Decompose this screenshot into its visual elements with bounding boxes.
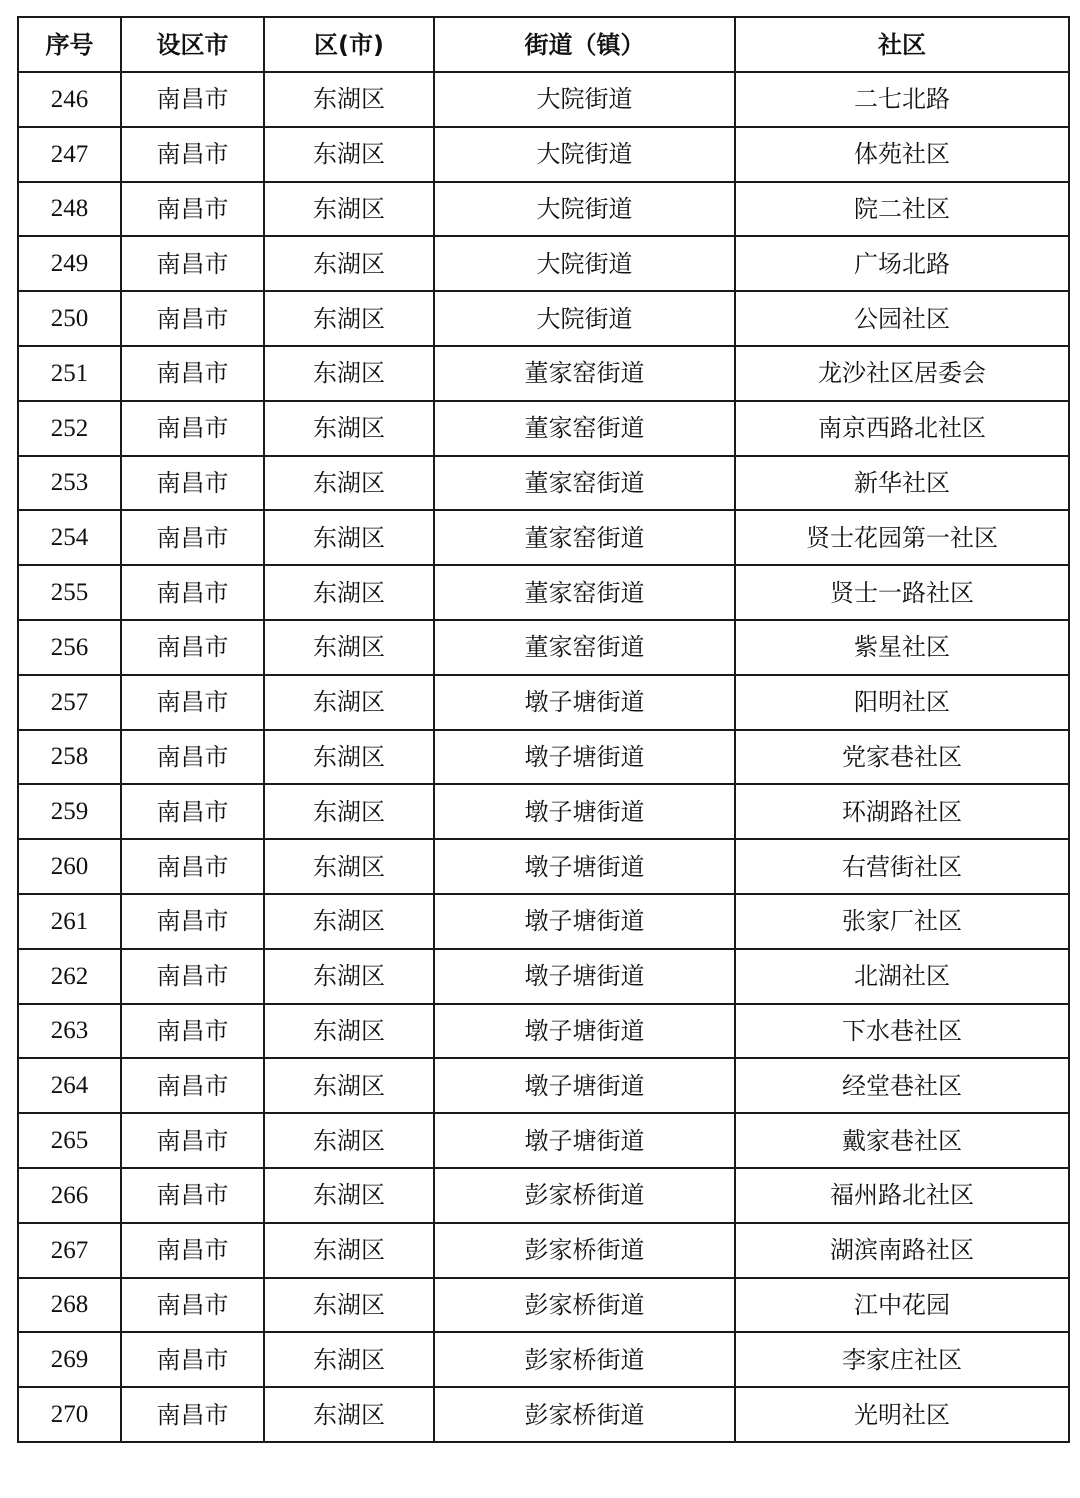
cell-street: 董家窑街道: [434, 620, 735, 675]
cell-city: 南昌市: [121, 346, 264, 401]
table-row: [18, 1223, 1069, 1278]
cell-city: 南昌市: [121, 565, 264, 620]
cell-serial-number: 251: [18, 346, 121, 401]
cell-district: 东湖区: [264, 291, 434, 346]
cell-serial-number: 264: [18, 1058, 121, 1113]
cell-district: 东湖区: [264, 1332, 434, 1387]
table-row: [18, 784, 1069, 839]
table-row: [18, 730, 1069, 785]
cell-street: 大院街道: [434, 127, 735, 182]
cell-district: 东湖区: [264, 839, 434, 894]
table-row: [18, 401, 1069, 456]
cell-community: 戴家巷社区: [735, 1113, 1069, 1168]
cell-community: 光明社区: [735, 1387, 1069, 1442]
cell-street: 墩子塘街道: [434, 784, 735, 839]
cell-serial-number: 253: [18, 456, 121, 511]
cell-community: 张家厂社区: [735, 894, 1069, 949]
cell-district: 东湖区: [264, 127, 434, 182]
cell-street: 墩子塘街道: [434, 949, 735, 1004]
cell-street: 彭家桥街道: [434, 1168, 735, 1223]
cell-serial-number: 259: [18, 784, 121, 839]
cell-district: 东湖区: [264, 894, 434, 949]
cell-serial-number: 262: [18, 949, 121, 1004]
cell-city: 南昌市: [121, 236, 264, 291]
table-row: [18, 565, 1069, 620]
cell-serial-number: 267: [18, 1223, 121, 1278]
cell-district: 东湖区: [264, 1223, 434, 1278]
cell-street: 墩子塘街道: [434, 839, 735, 894]
table-row: [18, 894, 1069, 949]
cell-district: 东湖区: [264, 236, 434, 291]
table-row: [18, 346, 1069, 401]
table-row: [18, 1168, 1069, 1223]
cell-community: 南京西路北社区: [735, 401, 1069, 456]
cell-street: 墩子塘街道: [434, 730, 735, 785]
cell-serial-number: 270: [18, 1387, 121, 1442]
cell-community: 右营街社区: [735, 839, 1069, 894]
cell-community: 阳明社区: [735, 675, 1069, 730]
cell-city: 南昌市: [121, 1332, 264, 1387]
cell-community: 二七北路: [735, 72, 1069, 127]
cell-street: 墩子塘街道: [434, 1058, 735, 1113]
table-row: [18, 1278, 1069, 1333]
cell-city: 南昌市: [121, 72, 264, 127]
cell-district: 东湖区: [264, 1058, 434, 1113]
cell-street: 墩子塘街道: [434, 894, 735, 949]
cell-city: 南昌市: [121, 894, 264, 949]
cell-street: 彭家桥街道: [434, 1278, 735, 1333]
header-row: [18, 17, 1069, 72]
cell-street: 董家窑街道: [434, 456, 735, 511]
cell-district: 东湖区: [264, 182, 434, 237]
cell-district: 东湖区: [264, 1004, 434, 1059]
cell-community: 贤士花园第一社区: [735, 510, 1069, 565]
cell-community: 李家庄社区: [735, 1332, 1069, 1387]
cell-district: 东湖区: [264, 1113, 434, 1168]
table-body: [18, 72, 1069, 1442]
cell-community: 院二社区: [735, 182, 1069, 237]
table-row: [18, 1332, 1069, 1387]
cell-city: 南昌市: [121, 949, 264, 1004]
cell-community: 下水巷社区: [735, 1004, 1069, 1059]
community-table: [17, 16, 1070, 1443]
cell-community: 经堂巷社区: [735, 1058, 1069, 1113]
cell-city: 南昌市: [121, 620, 264, 675]
cell-district: 东湖区: [264, 1387, 434, 1442]
cell-serial-number: 248: [18, 182, 121, 237]
cell-serial-number: 260: [18, 839, 121, 894]
table-row: [18, 510, 1069, 565]
cell-community: 新华社区: [735, 456, 1069, 511]
cell-community: 广场北路: [735, 236, 1069, 291]
cell-district: 东湖区: [264, 510, 434, 565]
cell-district: 东湖区: [264, 784, 434, 839]
cell-street: 彭家桥街道: [434, 1387, 735, 1442]
cell-district: 东湖区: [264, 456, 434, 511]
cell-city: 南昌市: [121, 291, 264, 346]
cell-city: 南昌市: [121, 127, 264, 182]
cell-serial-number: 265: [18, 1113, 121, 1168]
cell-serial-number: 252: [18, 401, 121, 456]
cell-community: 北湖社区: [735, 949, 1069, 1004]
cell-serial-number: 266: [18, 1168, 121, 1223]
table-row: [18, 1058, 1069, 1113]
cell-community: 紫星社区: [735, 620, 1069, 675]
cell-community: 公园社区: [735, 291, 1069, 346]
table-row: [18, 1387, 1069, 1442]
cell-serial-number: 255: [18, 565, 121, 620]
cell-community: 体苑社区: [735, 127, 1069, 182]
cell-city: 南昌市: [121, 182, 264, 237]
cell-district: 东湖区: [264, 949, 434, 1004]
cell-city: 南昌市: [121, 1168, 264, 1223]
cell-street: 大院街道: [434, 72, 735, 127]
cell-community: 江中花园: [735, 1278, 1069, 1333]
cell-district: 东湖区: [264, 620, 434, 675]
table-row: [18, 182, 1069, 237]
cell-serial-number: 261: [18, 894, 121, 949]
cell-district: 东湖区: [264, 72, 434, 127]
cell-city: 南昌市: [121, 1223, 264, 1278]
cell-city: 南昌市: [121, 1004, 264, 1059]
cell-district: 东湖区: [264, 401, 434, 456]
cell-street: 大院街道: [434, 236, 735, 291]
header-serial-number: 序号: [18, 17, 121, 72]
cell-serial-number: 247: [18, 127, 121, 182]
cell-community: 福州路北社区: [735, 1168, 1069, 1223]
cell-district: 东湖区: [264, 1278, 434, 1333]
cell-city: 南昌市: [121, 784, 264, 839]
header-district: 区(市): [264, 17, 434, 72]
cell-street: 墩子塘街道: [434, 1004, 735, 1059]
header-city: 设区市: [121, 17, 264, 72]
cell-city: 南昌市: [121, 1387, 264, 1442]
cell-street: 彭家桥街道: [434, 1223, 735, 1278]
cell-city: 南昌市: [121, 1058, 264, 1113]
cell-street: 大院街道: [434, 291, 735, 346]
cell-community: 贤士一路社区: [735, 565, 1069, 620]
cell-serial-number: 269: [18, 1332, 121, 1387]
cell-city: 南昌市: [121, 401, 264, 456]
cell-street: 大院街道: [434, 182, 735, 237]
header-community: 社区: [735, 17, 1069, 72]
table-row: [18, 236, 1069, 291]
cell-city: 南昌市: [121, 1113, 264, 1168]
cell-serial-number: 256: [18, 620, 121, 675]
cell-street: 墩子塘街道: [434, 1113, 735, 1168]
cell-city: 南昌市: [121, 730, 264, 785]
cell-community: 党家巷社区: [735, 730, 1069, 785]
community-table-sheet: [17, 16, 1068, 1443]
cell-street: 董家窑街道: [434, 510, 735, 565]
table-row: [18, 949, 1069, 1004]
cell-serial-number: 263: [18, 1004, 121, 1059]
cell-city: 南昌市: [121, 510, 264, 565]
table-row: [18, 72, 1069, 127]
table-row: [18, 127, 1069, 182]
cell-city: 南昌市: [121, 839, 264, 894]
table-header: [18, 17, 1069, 72]
cell-district: 东湖区: [264, 1168, 434, 1223]
cell-street: 董家窑街道: [434, 346, 735, 401]
cell-serial-number: 257: [18, 675, 121, 730]
table-row: [18, 1004, 1069, 1059]
cell-street: 彭家桥街道: [434, 1332, 735, 1387]
cell-serial-number: 246: [18, 72, 121, 127]
cell-street: 墩子塘街道: [434, 675, 735, 730]
cell-street: 董家窑街道: [434, 565, 735, 620]
cell-community: 环湖路社区: [735, 784, 1069, 839]
cell-serial-number: 249: [18, 236, 121, 291]
cell-serial-number: 250: [18, 291, 121, 346]
cell-street: 董家窑街道: [434, 401, 735, 456]
table-row: [18, 1113, 1069, 1168]
cell-serial-number: 254: [18, 510, 121, 565]
cell-serial-number: 268: [18, 1278, 121, 1333]
table-row: [18, 620, 1069, 675]
cell-district: 东湖区: [264, 675, 434, 730]
cell-community: 湖滨南路社区: [735, 1223, 1069, 1278]
cell-city: 南昌市: [121, 675, 264, 730]
header-street: 街道（镇）: [434, 17, 735, 72]
cell-district: 东湖区: [264, 346, 434, 401]
table-row: [18, 839, 1069, 894]
cell-district: 东湖区: [264, 730, 434, 785]
table-row: [18, 456, 1069, 511]
cell-community: 龙沙社区居委会: [735, 346, 1069, 401]
cell-city: 南昌市: [121, 456, 264, 511]
table-row: [18, 291, 1069, 346]
cell-city: 南昌市: [121, 1278, 264, 1333]
cell-serial-number: 258: [18, 730, 121, 785]
table-row: [18, 675, 1069, 730]
cell-district: 东湖区: [264, 565, 434, 620]
